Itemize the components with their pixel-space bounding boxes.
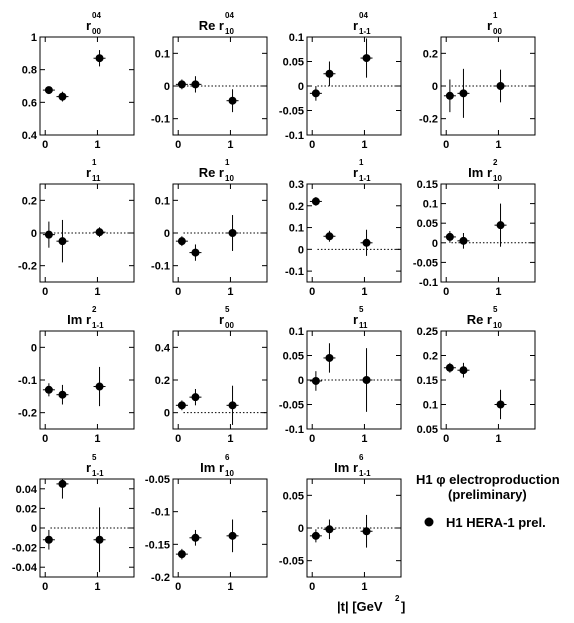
y-tick-label: -0.05	[278, 105, 304, 118]
panel-title-sup: 5	[92, 453, 97, 462]
x-tick-label: 0	[175, 581, 182, 593]
data-point	[191, 534, 199, 542]
data-point	[459, 89, 467, 97]
y-tick-label: 0	[30, 342, 37, 355]
panel-title	[86, 158, 101, 183]
y-tick-label: 0	[297, 244, 304, 257]
x-tick-label: 1	[495, 433, 502, 445]
data-point	[325, 232, 333, 240]
y-tick-label: -0.1	[151, 506, 170, 519]
x-axis-label-tail: ]	[401, 599, 406, 614]
y-tick-label: 0.05	[416, 218, 438, 231]
panel-title-sub: 1-1	[359, 27, 371, 36]
data-point	[459, 237, 467, 245]
y-tick-label: 0.6	[21, 97, 37, 110]
panel-title-sup: 5	[225, 305, 230, 314]
x-tick-label: 1	[361, 286, 368, 298]
y-tick-label: 0.4	[154, 342, 170, 355]
x-tick-label: 1	[361, 139, 368, 151]
y-tick-label: -0.1	[285, 424, 304, 436]
y-tick-label: -0.1	[285, 266, 304, 279]
panel-title-main: r	[486, 18, 492, 33]
x-tick-label: 1	[361, 581, 368, 593]
data-point	[96, 383, 104, 391]
y-tick-label: -0.1	[18, 375, 37, 387]
panel-title-sup: 04	[359, 11, 368, 20]
panel-title	[334, 453, 371, 478]
panel-15	[279, 453, 401, 593]
y-tick-label: 0	[297, 523, 304, 535]
plot-frame	[441, 331, 535, 429]
panel-title-sub: 10	[225, 174, 234, 183]
x-axis-label	[337, 594, 405, 614]
y-tick-label: 0.15	[416, 179, 438, 191]
x-tick-label: 0	[443, 433, 450, 445]
panel-title-sub: 1-1	[359, 174, 371, 183]
panel-title-sub: 10	[225, 27, 234, 36]
panel-title-sup: 1	[493, 11, 498, 20]
panel-title-sub: 10	[493, 174, 502, 183]
data-point	[58, 237, 66, 245]
y-tick-label: 0.1	[154, 48, 170, 61]
data-point	[497, 82, 505, 90]
panel-10	[155, 305, 267, 445]
y-tick-label: 0	[297, 81, 304, 93]
data-point	[459, 366, 467, 374]
data-point	[312, 377, 320, 385]
y-tick-label: 0.1	[154, 195, 170, 208]
y-tick-label: 0.1	[422, 198, 438, 211]
panel-title	[199, 158, 235, 183]
y-tick-label: 0.05	[282, 350, 304, 363]
panel-title-main: Im r	[334, 460, 358, 475]
panel-title	[353, 11, 371, 36]
y-tick-label: 0	[30, 228, 37, 240]
panel-title-sub: 00	[92, 27, 101, 36]
legend-series-label: H1 HERA-1 prel.	[446, 515, 546, 530]
panel-title-sub: 1-1	[92, 469, 104, 478]
data-point	[363, 54, 371, 62]
legend	[416, 472, 560, 530]
panel-2	[151, 11, 267, 151]
legend-title-line2: (preliminary)	[448, 487, 527, 502]
y-tick-label: 0	[163, 81, 170, 93]
x-tick-label: 1	[227, 139, 234, 151]
panel-title-sup: 1	[359, 158, 364, 167]
data-point	[96, 54, 104, 62]
panel-title	[467, 305, 503, 330]
x-tick-label: 0	[42, 139, 49, 151]
y-tick-label: -0.1	[151, 113, 170, 126]
panel-title-main: Re r	[198, 165, 224, 180]
y-tick-label: 0.2	[422, 48, 438, 61]
panel-title	[200, 453, 234, 478]
data-point	[446, 364, 454, 372]
panel-title-main: r	[352, 18, 358, 33]
y-tick-label: -0.05	[278, 399, 304, 412]
x-tick-label: 1	[495, 286, 502, 298]
x-tick-label: 1	[227, 433, 234, 445]
panel-title-main: r	[218, 312, 224, 327]
y-tick-label: 0.05	[282, 56, 304, 69]
plot-frame	[173, 331, 267, 429]
panel-title-sub: 11	[359, 321, 368, 330]
data-point	[96, 228, 104, 236]
x-tick-label: 1	[495, 139, 502, 151]
y-tick-label: 0.2	[422, 350, 438, 363]
y-tick-label: -0.1	[419, 277, 438, 289]
data-point	[45, 231, 53, 239]
y-tick-label: -0.15	[144, 539, 170, 552]
data-point	[178, 80, 186, 88]
x-tick-label: 0	[175, 286, 182, 298]
panel-title	[468, 158, 502, 183]
y-tick-label: 0	[431, 237, 438, 250]
x-tick-label: 0	[443, 139, 450, 151]
panel-11	[279, 305, 401, 445]
panel-title-sub: 10	[225, 469, 234, 478]
panel-title-main: Im r	[468, 165, 492, 180]
data-point	[325, 354, 333, 362]
panel-title	[487, 11, 503, 36]
data-point	[363, 239, 371, 247]
panel-title	[219, 305, 235, 330]
y-tick-label: 0.04	[15, 483, 37, 496]
panel-title-main: Im r	[67, 312, 91, 327]
plot-frame	[40, 331, 134, 429]
data-point	[45, 86, 53, 94]
panel-title-sup: 2	[92, 305, 97, 314]
x-tick-label: 0	[309, 139, 316, 151]
y-tick-label: 0.05	[416, 424, 438, 436]
y-tick-label: -0.2	[18, 260, 37, 273]
y-tick-label: 0.1	[288, 326, 304, 338]
legend-marker	[425, 518, 434, 527]
x-tick-label: 0	[443, 286, 450, 298]
x-tick-label: 1	[227, 581, 234, 593]
y-tick-label: 0	[297, 375, 304, 387]
y-tick-label: -0.05	[278, 555, 304, 568]
data-point	[363, 376, 371, 384]
panel-3	[279, 11, 401, 151]
x-tick-label: 0	[42, 286, 49, 298]
y-tick-label: 0.05	[282, 490, 304, 503]
x-tick-label: 1	[94, 581, 101, 593]
x-tick-label: 1	[227, 286, 234, 298]
panel-7	[285, 158, 401, 298]
data-point	[325, 525, 333, 533]
plot-frame	[307, 184, 401, 282]
y-tick-label: -0.02	[11, 542, 37, 555]
plot-frame	[40, 37, 134, 135]
y-tick-label: -0.2	[419, 113, 438, 126]
panel-4	[419, 11, 535, 151]
panel-title-sup: 5	[493, 305, 498, 314]
x-tick-label: 1	[94, 139, 101, 151]
y-tick-label: 0.15	[416, 375, 438, 387]
y-tick-label: 0	[163, 228, 170, 240]
plot-frame	[441, 184, 535, 282]
panel-title	[86, 11, 102, 36]
panel-title-sub: 11	[92, 174, 101, 183]
y-tick-label: 0	[163, 407, 170, 420]
data-point	[58, 480, 66, 488]
data-point	[229, 97, 237, 105]
panel-title-main: Re r	[466, 312, 492, 327]
y-tick-label: 0.1	[422, 399, 438, 412]
panel-14	[145, 453, 267, 593]
y-tick-label: 0.8	[21, 64, 37, 77]
data-point	[312, 532, 320, 540]
panel-title-sub: 10	[493, 321, 502, 330]
panel-title-sup: 6	[225, 453, 230, 462]
data-point	[229, 229, 237, 237]
panel-title-main: r	[85, 18, 91, 33]
panel-title-sub: 00	[493, 27, 502, 36]
panel-title-sup: 5	[359, 305, 364, 314]
y-tick-label: 0.4	[21, 130, 37, 142]
panel-title-sup: 6	[359, 453, 364, 462]
x-tick-label: 0	[42, 433, 49, 445]
legend-title-line1: H1 φ electroproduction	[416, 472, 560, 487]
y-tick-label: 0.2	[288, 200, 304, 213]
panel-title	[353, 305, 368, 330]
panel-title-main: r	[352, 165, 358, 180]
panel-title	[86, 453, 104, 478]
data-point	[45, 386, 53, 394]
y-tick-label: -0.2	[151, 572, 170, 584]
data-point	[363, 527, 371, 535]
data-point	[312, 89, 320, 97]
y-tick-label: 0.25	[416, 326, 438, 338]
y-tick-label: -0.04	[11, 562, 37, 575]
plot-frame	[173, 479, 267, 577]
panel-title	[199, 11, 235, 36]
panel-5	[18, 158, 134, 298]
x-tick-label: 0	[309, 433, 316, 445]
data-point	[446, 92, 454, 100]
data-point	[178, 550, 186, 558]
y-tick-label: -0.05	[144, 474, 170, 486]
y-tick-label: -0.1	[285, 130, 304, 142]
panel-title-sub: 1-1	[359, 469, 371, 478]
panel-13	[12, 453, 134, 593]
panel-1	[22, 11, 134, 151]
panel-title-sup: 1	[225, 158, 230, 167]
y-tick-label: 0.2	[21, 195, 37, 208]
data-point	[446, 233, 454, 241]
data-point	[58, 391, 66, 399]
panel-title-main: Im r	[200, 460, 224, 475]
data-point	[497, 401, 505, 409]
panel-title	[353, 158, 371, 183]
x-tick-label: 0	[309, 286, 316, 298]
y-tick-label: -0.2	[18, 407, 37, 420]
panel-title	[67, 305, 104, 330]
x-tick-label: 0	[309, 581, 316, 593]
data-point	[58, 93, 66, 101]
panel-title-sub: 1-1	[92, 321, 104, 330]
panel-6	[151, 158, 267, 298]
panel-title-sup: 04	[225, 11, 234, 20]
data-point	[191, 80, 199, 88]
y-tick-label: 0	[431, 81, 438, 93]
x-tick-label: 0	[42, 581, 49, 593]
x-axis-label-sup: 2	[395, 594, 400, 603]
data-point	[45, 536, 53, 544]
panel-title-main: r	[85, 165, 91, 180]
data-point	[229, 532, 237, 540]
y-tick-label: -0.05	[412, 257, 438, 270]
panel-title-sub: 00	[225, 321, 234, 330]
data-point	[312, 197, 320, 205]
data-point	[229, 401, 237, 409]
y-tick-label: 0.3	[288, 179, 304, 191]
panel-12	[417, 305, 535, 445]
panel-title-main: r	[85, 460, 91, 475]
data-point	[325, 70, 333, 78]
y-tick-label: -0.1	[151, 260, 170, 273]
y-tick-label: 0.2	[154, 375, 170, 387]
y-tick-label: 0.1	[288, 32, 304, 44]
panel-title-sup: 04	[92, 11, 101, 20]
data-point	[96, 536, 104, 544]
x-tick-label: 0	[175, 433, 182, 445]
y-tick-label: 0.1	[288, 222, 304, 235]
x-tick-label: 1	[361, 433, 368, 445]
data-point	[191, 249, 199, 257]
y-tick-label: 1	[30, 32, 37, 44]
panel-8	[413, 158, 535, 298]
data-point	[497, 221, 505, 229]
data-point	[191, 393, 199, 401]
data-point	[178, 401, 186, 409]
y-tick-label: 0.02	[15, 503, 37, 516]
y-tick-label: 0	[30, 523, 37, 535]
x-axis-label-main: |t| [GeV	[337, 599, 383, 614]
panels	[12, 11, 535, 593]
panel-9	[18, 305, 134, 445]
x-tick-label: 1	[94, 286, 101, 298]
data-point	[178, 237, 186, 245]
panel-title-main: Re r	[198, 18, 224, 33]
panel-title-sup: 1	[92, 158, 97, 167]
panel-title-sup: 2	[493, 158, 498, 167]
x-tick-label: 0	[175, 139, 182, 151]
x-tick-label: 1	[94, 433, 101, 445]
panel-title-main: r	[352, 312, 358, 327]
